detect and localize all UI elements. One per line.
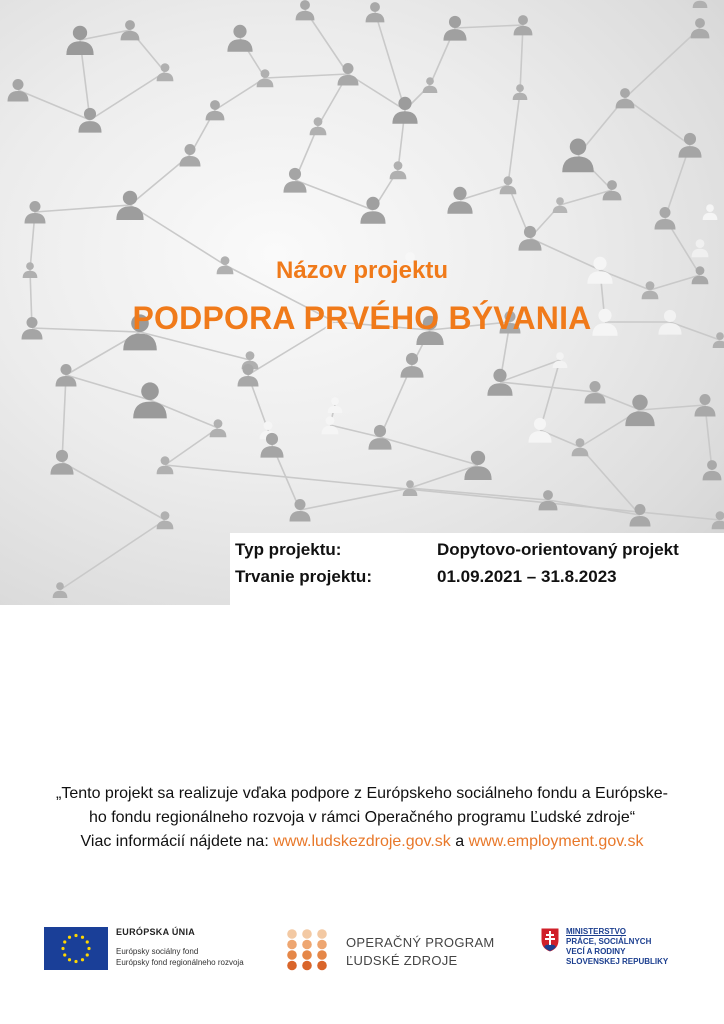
network-edge	[580, 447, 640, 515]
person-icon	[290, 499, 311, 522]
eu-star-icon	[63, 940, 66, 943]
person-icon	[703, 460, 722, 480]
network-edge	[410, 488, 548, 500]
eu-title: EURÓPSKA ÚNIA	[116, 927, 196, 937]
project-subtitle: Názov projektu	[275, 257, 449, 284]
network-edge	[62, 375, 66, 462]
network-edge	[548, 500, 640, 515]
eu-star-icon	[74, 960, 77, 963]
op-dot-icon	[302, 950, 312, 960]
person-icon	[693, 0, 708, 8]
ministry-line-1: MINISTERSTVO	[566, 927, 627, 936]
eu-star-icon	[87, 947, 90, 950]
ack-line-1: „Tento projekt sa realizuje vďaka podpore z Európskeho sociálneho fondu a Európske-	[56, 785, 668, 802]
network-edge	[60, 520, 165, 590]
network-edge	[625, 98, 690, 145]
duration-value: 01.09.2021 – 31.8.2023	[437, 567, 617, 586]
network-edge	[66, 375, 150, 400]
person-icon	[692, 239, 709, 257]
type-value: Dopytovo-orientovaný projekt	[437, 540, 679, 559]
eu-star-icon	[61, 947, 64, 950]
duration-label: Trvanie projektu:	[235, 567, 372, 586]
eu-flag-icon	[44, 927, 108, 970]
network-edge	[90, 72, 165, 120]
eu-star-icon	[81, 958, 84, 961]
op-dot-icon	[317, 961, 327, 971]
eu-fund-2: Európsky fond regionálneho rozvoja	[116, 958, 244, 967]
network-edge	[62, 462, 165, 520]
network-edge	[18, 90, 90, 120]
eu-star-icon	[86, 940, 89, 943]
slovak-emblem-icon	[540, 927, 560, 953]
eu-fund-1: Európsky sociálny fond	[116, 947, 199, 956]
project-title: PODPORA PRVÉHO BÝVANIA	[132, 300, 592, 336]
eu-star-icon	[74, 934, 77, 937]
ministry-line-4: SLOVENSKEJ REPUBLIKY	[566, 957, 669, 966]
network-edge	[500, 382, 595, 392]
network-edge	[640, 405, 705, 410]
op-dot-icon	[317, 929, 327, 939]
eu-star-icon	[68, 936, 71, 939]
network-edge	[455, 25, 523, 28]
eu-star-icon	[86, 953, 89, 956]
ministry-line-2: PRÁCE, SOCIÁLNYCH	[566, 937, 652, 946]
network-edge	[380, 437, 478, 465]
person-icon	[447, 187, 472, 214]
type-label: Typ projektu:	[235, 540, 342, 559]
acknowledgement	[40, 782, 684, 854]
person-icon	[78, 108, 101, 133]
network-edge	[35, 205, 130, 212]
network-edge	[508, 92, 520, 185]
eu-star-icon	[81, 936, 84, 939]
op-dots-icon	[286, 928, 332, 972]
op-logo	[286, 928, 495, 977]
link-joiner: a	[455, 833, 465, 850]
op-dot-icon	[287, 940, 297, 950]
network-edge	[295, 180, 373, 210]
person-icon	[53, 582, 68, 598]
op-dot-icon	[287, 929, 297, 939]
network-edge	[375, 12, 405, 110]
link-ludskezdroje[interactable]: www.ludskezdroje.gov.sk	[273, 833, 451, 850]
ack-line-2: ho fondu regionálneho rozvoja v rámci Operačného programu Ľudské zdroje“	[88, 809, 636, 826]
network-edge	[130, 205, 225, 265]
person-icon	[703, 204, 718, 220]
op-dot-icon	[302, 961, 312, 971]
ministry-logo	[540, 927, 669, 966]
ministry-line-3: VECÍ A RODINY	[566, 947, 626, 956]
network-edge	[265, 74, 348, 78]
network-edge	[300, 488, 410, 510]
network-edge	[165, 428, 218, 465]
person-icon	[360, 197, 385, 224]
eu-star-icon	[68, 958, 71, 961]
network-edge	[625, 28, 700, 98]
eu-star-icon	[63, 953, 66, 956]
op-dot-icon	[287, 950, 297, 960]
op-line-2: ĽUDSKÉ ZDROJE	[346, 953, 458, 968]
ack-more-info	[40, 830, 684, 854]
more-info-prefix: Viac informácií nájdete na:	[80, 833, 269, 850]
op-dot-icon	[317, 950, 327, 960]
link-employment[interactable]: www.employment.gov.sk	[468, 833, 644, 850]
op-dot-icon	[287, 961, 297, 971]
op-dot-icon	[302, 940, 312, 950]
op-line-1: OPERAČNÝ PROGRAM	[346, 935, 495, 950]
network-edge	[500, 360, 560, 382]
op-dot-icon	[317, 940, 327, 950]
op-dot-icon	[302, 929, 312, 939]
